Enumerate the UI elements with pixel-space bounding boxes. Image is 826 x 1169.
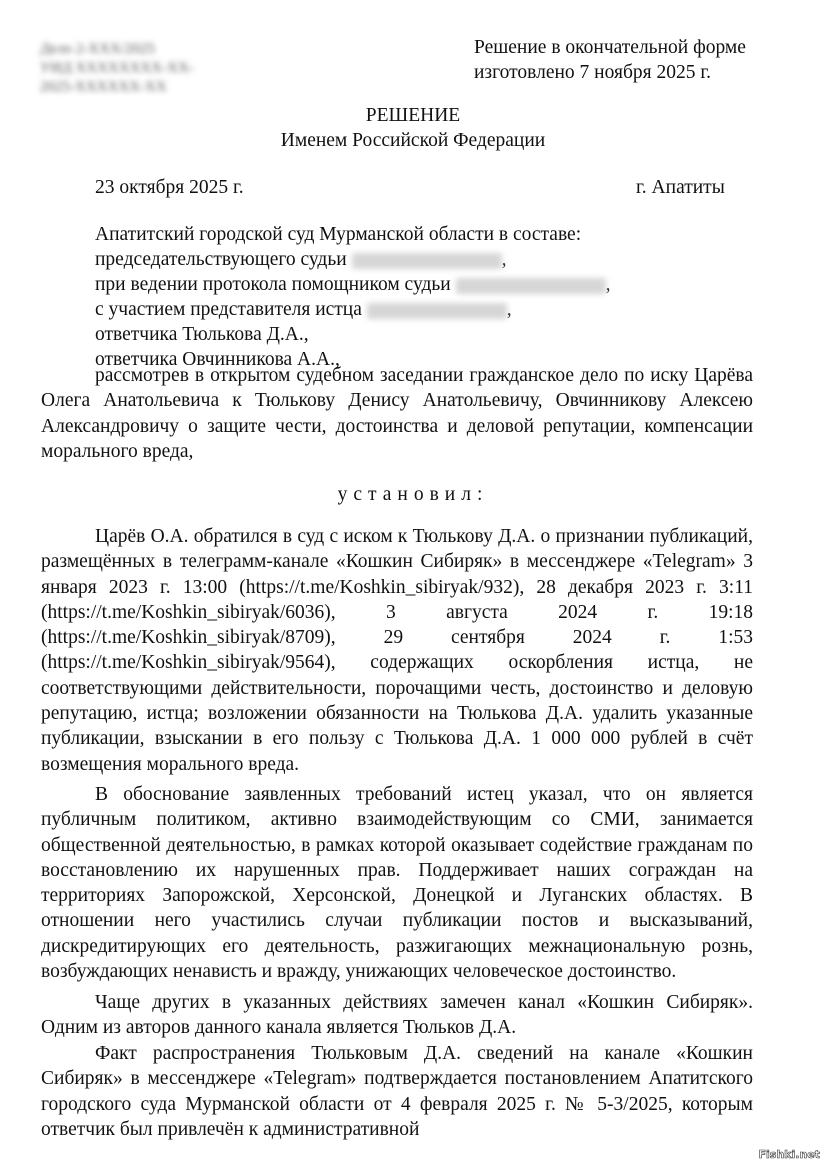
final-form-note [474,35,746,85]
paragraph-fact [41,1041,753,1142]
defendant-1-line: ответчика Тюлькова Д.А., [95,324,309,345]
considered-text: рассмотрев в открытом судебном заседании гражданское дело по иску Царёва Олега Анатольевича к Тюлькову Денису Анатольевичу, Овчинникову Алексею Александровичу о защите чести, достоинства и деловой репутации, компенсации морального вреда, [41,365,753,462]
paragraph-text: В обоснование заявленных требований истец указал, что он является публичным политиком, активно взаимодействующим со СМИ, занимается общественной деятельностью, в рамках которой оказывает содействие гражданам по восстановлению их нарушенных прав. Поддерживает наших сограждан на территориях Запорожской, Херсонской, Донецкой и Луганских областях. В отношении него участились случаи публикации постов и высказываний, дискредитирующих его деятельность, разжигающих межнациональную рознь, возбуждающих ненависть и вражду, унижающих человеческое достоинство. [41,784,753,983]
paragraph-channel [41,990,753,1041]
considered-paragraph [41,363,753,464]
case-number: Дело 2-XXX/2025 [40,41,155,57]
secretary-label: при ведении протокола помощником судьи [95,274,451,295]
redacted-representative-name [367,303,507,319]
redacted-judge-name [352,253,502,269]
paragraph-claim [41,524,753,777]
decision-city: г. Апатиты [636,177,725,198]
representative-line [95,297,512,322]
final-form-line1: Решение в окончательной форме [474,37,746,58]
court-composition: Апатитский городской суд Мурманской области в составе: [95,224,582,245]
presiding-label: председательствующего судьи [95,249,347,270]
ustanovil-heading: установил: [337,484,489,505]
paragraph-grounds [41,782,753,984]
document-title: РЕШЕНИЕ [365,105,461,126]
paragraph-text: Чаще других в указанных действиях замечен канал «Кошкин Сибиряк». Одним из авторов данного канала является Тюльков Д.А. [41,992,753,1039]
redacted-assistant-name [456,278,606,294]
representative-label: с участием представителя истца [95,299,362,320]
decision-date: 23 октября 2025 г. [95,177,244,198]
case-uid: УИД XXXXXXXX-XX-2025-XXXXXX-XX [40,60,194,95]
document-subtitle: Именем Российской Федерации [280,130,546,151]
paragraph-text: Факт распространения Тюльковым Д.А. сведений на канале «Кошкин Сибиряк» в мессенджере «Telegram» подтверждается постановлением Апатитского городского суда Мурманской области от 4 февраля 2025 г. № 5-3/2025, которым ответчик был привлечён к административной [41,1043,753,1140]
final-form-line2: изготовлено 7 ноября 2025 г. [474,62,712,83]
secretary-line [95,272,610,297]
watermark-logo: Fishki.net [758,1148,820,1161]
comma: , [605,274,611,295]
paragraph-text: Царёв О.А. обратился в суд с иском к Тюлькову Д.А. о признании публикаций, размещённых в телеграмм-канале «Кошкин Сибиряк» в мессенджере «Telegram» 3 января 2023 г. 13:00 (https://t.me/Koshkin_sibiryak/932), 28 декабря 2023 г. 3:11 (https://t.me/Koshkin_sibiryak/6036), 3 августа 2024 г. 19:18 (https://t.me/Koshkin_sibiryak/8709), 29 сентября 2024 г. 1:53 (https://t.me/Koshkin_sibiryak/9564), содержащих оскорбления истца, не соответствующими действительности, порочащими честь, достоинство и деловую репутацию, истца; возложении обязанности на Тюлькова Д.А. удалить указанные публикации, взыскании в его пользу с Тюлькова Д.А. 1 000 000 рублей в счёт возмещения морального вреда. [41,526,753,775]
comma: , [506,299,512,320]
defendant-2-line: ответчика Овчинникова А.А., [95,349,340,370]
comma: , [501,249,507,270]
presiding-judge-line [95,247,506,272]
case-number-block-redacted [40,40,200,97]
